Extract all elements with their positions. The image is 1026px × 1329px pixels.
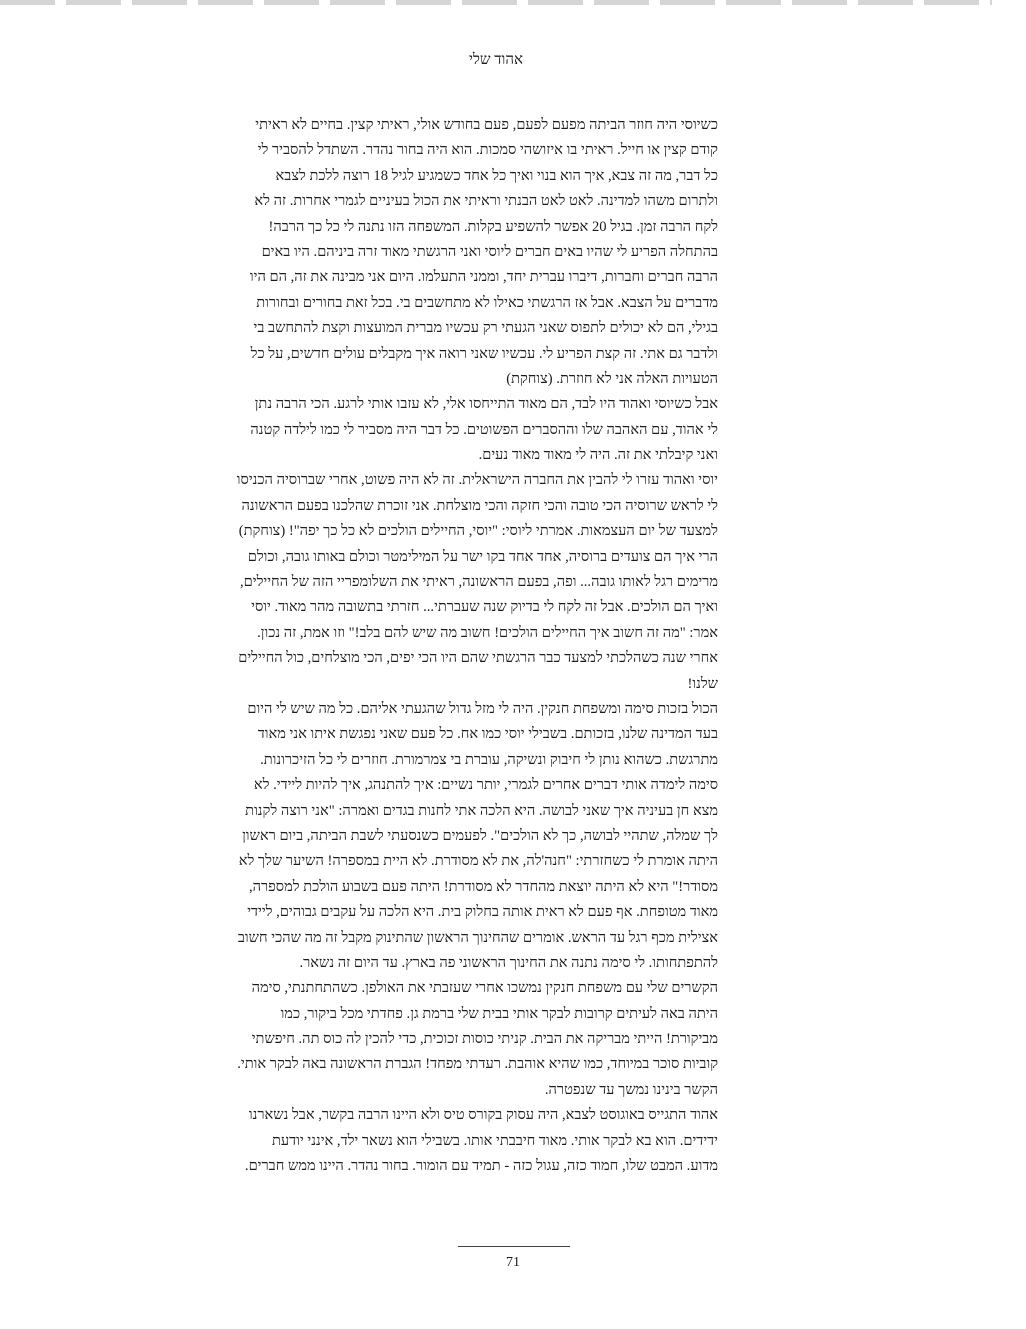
- text-line: הכול בזכות סימה ומשפחת חנקין. היה לי מזל גדול שהגעתי אליהם. כל מה שיש לי היום: [247, 700, 718, 717]
- text-line: אהוד התגייס באוגוסט לצבא, היה עסוק בקורס טיס ולא היינו הרבה בקשר, אבל נשארנו: [248, 1107, 718, 1124]
- text-line: בגילי, הם לא יכולים לתפוס שאני הגעתי רק עכשיו מברית המועצות וקצת להתחשב בי: [253, 320, 718, 337]
- text-line: קוביות סוכר במיוחד, כמו שהיא אוהבת. רעדתי מפחד! הגברת הראשונה באה לבקר אותי.: [237, 1056, 718, 1073]
- paragraph: [244, 1103, 718, 1179]
- text-line: ואני קיבלתי את זה. היה לי מאוד מאוד נעים.: [478, 447, 718, 464]
- text-line: למצעד של יום העצמאות. אמרתי ליוסי: "יוסי, החיילים הולכים לא כל כך יפה"! (צוחקת): [238, 523, 718, 540]
- page-number: 71: [506, 1255, 520, 1270]
- text-line: ידידים. הוא בא לבקר אותי. מאוד חיבבתי אותו. בשבילי הוא נשאר ילד, אינני יודעת: [271, 1132, 718, 1149]
- text-line: שלנו!: [687, 675, 718, 692]
- text-line: מסודר!" היא לא היתה יוצאת מהחדר לא מסודרת! היתה פעם בשבוע הולכת למספרה,: [248, 878, 718, 895]
- paragraph: [237, 697, 718, 976]
- text-line: מדוע. המבט שלו, חמוד כזה, עגול כזה - תמיד עם הומור. בחור נהדר. היינו ממש חברים.: [244, 1158, 718, 1175]
- body-text: [236, 113, 718, 1179]
- text-line: לי לראש שרוסיה הכי טובה והכי חזקה והכי מוצלחת. אני זוכרת שהלכנו בפעם הראשונה: [241, 497, 718, 514]
- paragraph: [250, 392, 718, 468]
- paragraph: [254, 113, 718, 240]
- text-line: יוסי ואהוד עזרו לי להבין את החברה הישראלית. זה לא היה פשוט, אחרי שברוסיה הכניסו: [236, 472, 718, 489]
- text-line: מתרגשת. כשהוא נותן לי חיבוק ונשיקה, עוברת בי צמרמורת. חוזרים לי כל הזיכרונות.: [260, 751, 718, 768]
- text-line: ואיך הם הולכים. אבל זה לקח לי בדיוק שנה שעברתי... חזרתי בתשובה מהר מאוד. יוסי: [251, 599, 718, 616]
- paragraph: [236, 468, 718, 697]
- text-line: הרבה חברים וחברות, דיברו עברית יחד, וממני התעלמו. היום אני מבינה את זה, הם היו: [249, 269, 718, 286]
- text-line: בהתחלה הפריע לי שהיו באים חברים ליוסי ואני הרגשתי מאוד זרה ביניהם. היו באים: [261, 243, 718, 260]
- text-line: קודם קצין או חייל. ראיתי בו איזושהי סמכות. הוא היה בחור נהדר. השתדל להסביר לי: [257, 142, 718, 159]
- text-line: אבל כשיוסי ואהוד היו לבד, הם מאוד התייחסו אלי, לא עזבו אותי לרגע. הכי הרבה נתן: [254, 396, 718, 413]
- text-line: מביקורת! הייתי מבריקה את הבית. קניתי כוסות זכוכית, כדי להכין לה כוס תה. חיפשתי: [251, 1031, 718, 1048]
- text-line: מרימים רגל לאותו גובה... ופה, בפעם הראשונה, ראיתי את השלומפריי הזה של החיילים,: [240, 574, 718, 591]
- text-line: ולדבר גם אתי. זה קצת הפריע לי. עכשיו שאני רואה איך מקבלים עולים חדשים, על כל: [250, 345, 718, 362]
- text-line: ולתרום משהו למדינה. לאט לאט הבנתי וראיתי את הכול בעיניים לגמרי אחרות. זה לא: [254, 193, 718, 210]
- text-line: סימה לימדה אותי דברים אחרים לגמרי, יותר נשיים: איך להתנהג, איך להיות ליידי. לא: [253, 777, 718, 794]
- running-header: אהוד שלי: [468, 52, 523, 68]
- text-line: כשיוסי היה חוזר הביתה מפעם לפעם, פעם בחודש אולי, ראיתי קצין. בחיים לא ראיתי: [255, 117, 718, 133]
- paragraph: [249, 240, 718, 392]
- text-line: מדברים על הצבא. אבל אז הרגשתי כאילו לא מתחשבים בי. בכל זאת בחורים ובחורות: [256, 294, 718, 311]
- text-line: הקשר בינינו נמשך עד שנפטרה.: [544, 1081, 718, 1098]
- text-line: כל דבר, מה זה צבא, איך הוא בנוי ואיך כל אחד כשמגיע לגיל 18 רוצה ללכת לצבא: [275, 167, 718, 184]
- text-line: בעד המדינה שלנו, בזכותם. בשבילי יוסי כמו אח. כל פעם שאני נפגשת איתו אני מאוד: [257, 726, 718, 743]
- text-line: לך שמלה, שתהיי לבושה, כך לא הולכים". לפעמים כשנסעתי לשבת הביתה, ביום ראשון: [242, 827, 718, 844]
- text-line: לי אהוד, עם האהבה שלו וההסברים הפשוטים. כל דבר היה מסביר לי כמו לילדה קטנה: [250, 421, 718, 438]
- text-line: היתה באה לעיתים קרובות לבקר אותי בבית שלי ברמת גן. פחדתי מכל ביקור, כמו: [280, 1005, 718, 1022]
- text-line: מאוד מטופחת. אף פעם לא ראית אותה בחלוק בית. היא הלכה על עקבים גבוהים, ליידי: [247, 904, 718, 921]
- text-line: היתה אומרת לי כשחזרתי: "חנה'לה, את לא מסודרת. לא היית במספרה! השיער שלך לא: [238, 853, 718, 870]
- text-line: הרי איך הם צועדים ברוסיה, אחד אחד בקו ישר על המילימטר וכולם באותו גובה, וכולם: [247, 548, 718, 565]
- text-line: אצילית מכף רגל עד הראש. אומרים שהחינוך הראשון שהתינוק מקבל זה מה שהכי חשוב: [237, 929, 718, 946]
- text-line: אמר: "מה זה חשוב איך החיילים הולכים! חשוב מה שיש להם בלב!" וזו אמת, זה נכון.: [257, 624, 718, 641]
- text-line: אחרי שנה כשהלכתי למצעד כבר הרגשתי שהם היו הכי יפים, הכי מוצלחים, כול החיילים: [238, 650, 718, 667]
- footer-rule: [458, 1246, 570, 1247]
- paragraph: [237, 976, 718, 1103]
- text-line: מצא חן בעיניה איך שאני לבושה. היא הלכה אתי לחנות בגדים ואמרה: "אני רוצה לקנות: [245, 802, 718, 819]
- text-line: הטעויות האלה אני לא חוזרת. (צוחקת): [506, 370, 718, 387]
- scan-top-edge: [0, 0, 992, 5]
- text-line: לקח הרבה זמן. בגיל 20 אפשר להשפיע בקלות. המשפחה הזו נתנה לי כל כך הרבה!: [268, 218, 718, 235]
- text-line: להתפתחותו. לי סימה נתנה את החינוך הראשוני פה בארץ. עד היום זה נשאר.: [299, 954, 718, 971]
- text-line: הקשרים שלי עם משפחת חנקין נמשכו אחרי שעזבתי את האולפן. כשהתחתנתי, סימה: [251, 980, 718, 997]
